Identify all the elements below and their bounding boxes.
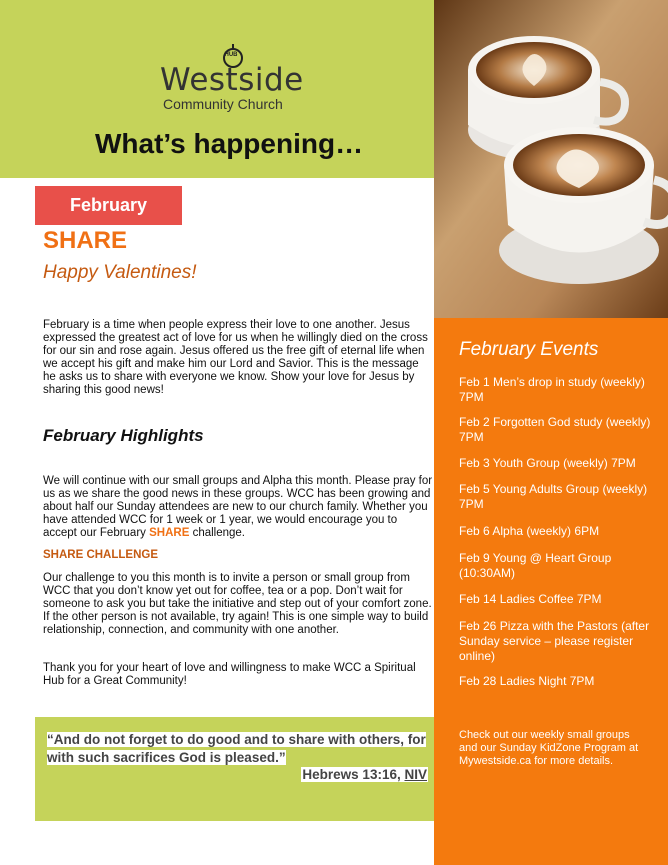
verse-reference <box>301 767 428 782</box>
niv-link[interactable]: NIV <box>404 767 427 782</box>
event-item: Feb 5 Young Adults Group (weekly) 7PM <box>459 482 648 511</box>
church-logo <box>160 48 304 112</box>
logo-name: Westside <box>160 62 304 98</box>
logo-subtitle: Community Church <box>163 96 283 112</box>
intro-paragraph: February is a time when people express their love to one another. Jesus expressed the greatest act of love for us when he willingly died on the cross for our sin and rose again. Jesus offered us the free gift of eternal life when we accept his gift and make him our Lord and Savior. This is the message he asks us to share with everyone we know. Show your love for Jesus by sharing this good news! <box>43 319 428 396</box>
coffee-photo <box>434 0 668 318</box>
event-item: Feb 26 Pizza with the Pastors (after Sunday service – please register online) <box>459 619 650 663</box>
events-note: Check out our weekly small groups and our Sunday KidZone Program at Mywestside.ca for more details. <box>459 729 639 767</box>
thanks-paragraph: Thank you for your heart of love and willingness to make WCC a Spiritual Hub for a Great Community! <box>43 662 416 687</box>
event-item: Feb 14 Ladies Coffee 7PM <box>459 592 602 606</box>
event-item: Feb 2 Forgotten God study (weekly) 7PM <box>459 415 651 444</box>
events-title: February Events <box>459 339 599 360</box>
highlights-text: We will continue with our small groups and Alpha this month. Please pray for us as we share the good news in these groups. WCC has been growing and about half our Sunday attendees are new to our church family. Whether you have attended WCC for 1 week or 1 year, we would encourage you to accept our February <box>43 475 433 539</box>
highlights-paragraph <box>43 475 433 540</box>
verse-block <box>35 717 434 821</box>
valentines-subtitle: Happy Valentines! <box>43 262 197 283</box>
verse-text: “And do not forget to do good and to share with others, for with such sacrifices God is pleased.” <box>47 732 426 765</box>
event-item: Feb 9 Young @ Heart Group (10:30AM) <box>459 551 612 580</box>
event-item: Feb 3 Youth Group (weekly) 7PM <box>459 456 636 470</box>
bible-verse <box>47 731 427 767</box>
events-sidebar <box>434 318 668 865</box>
event-item: Feb 28 Ladies Night 7PM <box>459 674 595 688</box>
share-title: SHARE <box>43 227 128 254</box>
highlights-text-end: challenge. <box>189 527 245 539</box>
header-banner <box>0 0 434 178</box>
logo-hub-text: HUB <box>224 52 238 58</box>
challenge-paragraph: Our challenge to you this month is to invite a person or small group from WCC that you don’t know yet out for coffee, tea or a pop. Don’t wait for someone to ask you but take the initiative and step out of your comfort zone. If the other person is not available, try again! This is one simple way to build relationship, connection, and community with one another. <box>43 572 432 636</box>
challenge-heading: SHARE CHALLENGE <box>43 549 159 561</box>
month-badge: February <box>35 186 182 225</box>
highlights-heading: February Highlights <box>43 426 204 445</box>
verse-ref-text: Hebrews 13:16, <box>302 767 401 782</box>
coffee-cups-image <box>434 0 668 318</box>
event-item: Feb 6 Alpha (weekly) 6PM <box>459 524 600 538</box>
page-headline: What’s happening… <box>95 128 364 159</box>
event-item: Feb 1 Men’s drop in study (weekly) 7PM <box>459 375 645 404</box>
share-word: SHARE <box>149 527 190 539</box>
